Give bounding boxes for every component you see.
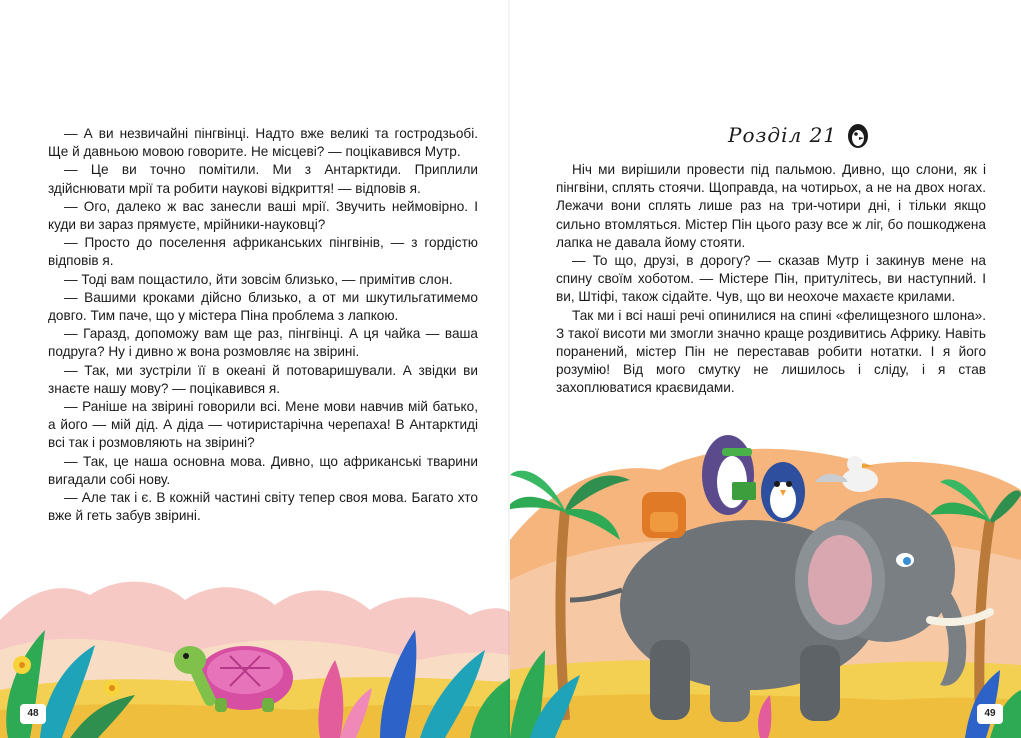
paragraph: — Це ви точно помітили. Ми з Антарктиди. Приплили здійснювати мрії та робити наукові відкриття! — відповів я. xyxy=(48,162,478,196)
paragraph: — Просто до поселення африканських пінгвінів, — з гордістю відповів я. xyxy=(48,235,478,269)
chapter-title: Розділ 21 xyxy=(728,123,838,147)
paragraph: — Ого, далеко ж вас занесли ваші мрії. Звучить неймовірно. І куди ви зараз прямуєте, мрійники-науковці? xyxy=(48,198,478,233)
paragraph: — Так, це наша основна мова. Дивно, що африканські тварини вигадали собі нову. xyxy=(48,453,478,487)
paragraph: Так ми і всі наші речі опинилися на спині «фелищезного шлона». З такої висоти ми змогли значно краще роздивитись Африку. Навіть поранений, містер Пін не переставав робити нотатки. І я його розумію! Від мого смутку не лишилось і сліду, і я став захоплюватися краєвидами. xyxy=(556,307,986,396)
left-page-text xyxy=(48,125,478,525)
chapter-heading xyxy=(728,121,869,149)
penguin-head-icon xyxy=(847,121,869,149)
elephant-illustration xyxy=(510,420,1021,738)
right-page xyxy=(510,0,1021,738)
paragraph: — Але так і є. В кожній частині світу тепер своя мова. Багато хто вже й геть забув звірині. xyxy=(48,490,478,524)
paragraph: — Так, ми зустріли її в океані й потоваришували. А звідки ви знаєте нашу мову? — поцікавився я. xyxy=(48,362,478,396)
paragraph: — Вашими кроками дійсно близько, а от ми шкутильгатимемо довго. Тим паче, що у містера Піна проблема з лапкою. xyxy=(48,289,478,324)
left-page xyxy=(0,0,510,738)
page-number: 49 xyxy=(977,704,1003,724)
paragraph: — Гаразд, допоможу вам ще раз, пінгвінці. А ця чайка — ваша подруга? Ну і дивно ж вона розмовляє на звірині. xyxy=(48,326,478,360)
paragraph: — А ви незвичайні пінгвінці. Надто вже великі та гостродзьобі. Ще й давньою мовою говорите. Не місцеві? — поцікавився Мутр. xyxy=(48,126,478,160)
paragraph: Ніч ми вирішили провести під пальмою. Дивно, що слони, як і пінгвіни, сплять стоячи. Щоправда, на чотирьох, а не на двох ногах. Лежачи вони сплять лише раз на три-чотири дні, і тільки якщо сильно втомляться. Містер Пін цього разу все ж ліг, бо пошкоджена лапка не давала йому стояти. xyxy=(556,162,986,250)
paragraph: — То що, друзі, в дорогу? — сказав Мутр і закинув мене на спину своїм хоботом. — Містере Пін, притулітесь, ви наступний. І ви, Штіфі, також сідайте. Чув, що ви неохоче махаєте крилами. xyxy=(556,253,986,305)
turtle-illustration xyxy=(0,560,510,738)
page-number: 48 xyxy=(20,704,46,724)
right-page-text xyxy=(556,161,986,398)
paragraph: — Раніше на звірині говорили всі. Мене мови навчив мій батько, а його — мій дід. А діда — чотиристарічна черепаха! В Антарктиді всі так і розмовляють на звірині? xyxy=(48,399,478,451)
paragraph: — Тоді вам пощастило, йти зовсім близько, — примітив слон. xyxy=(64,271,453,287)
